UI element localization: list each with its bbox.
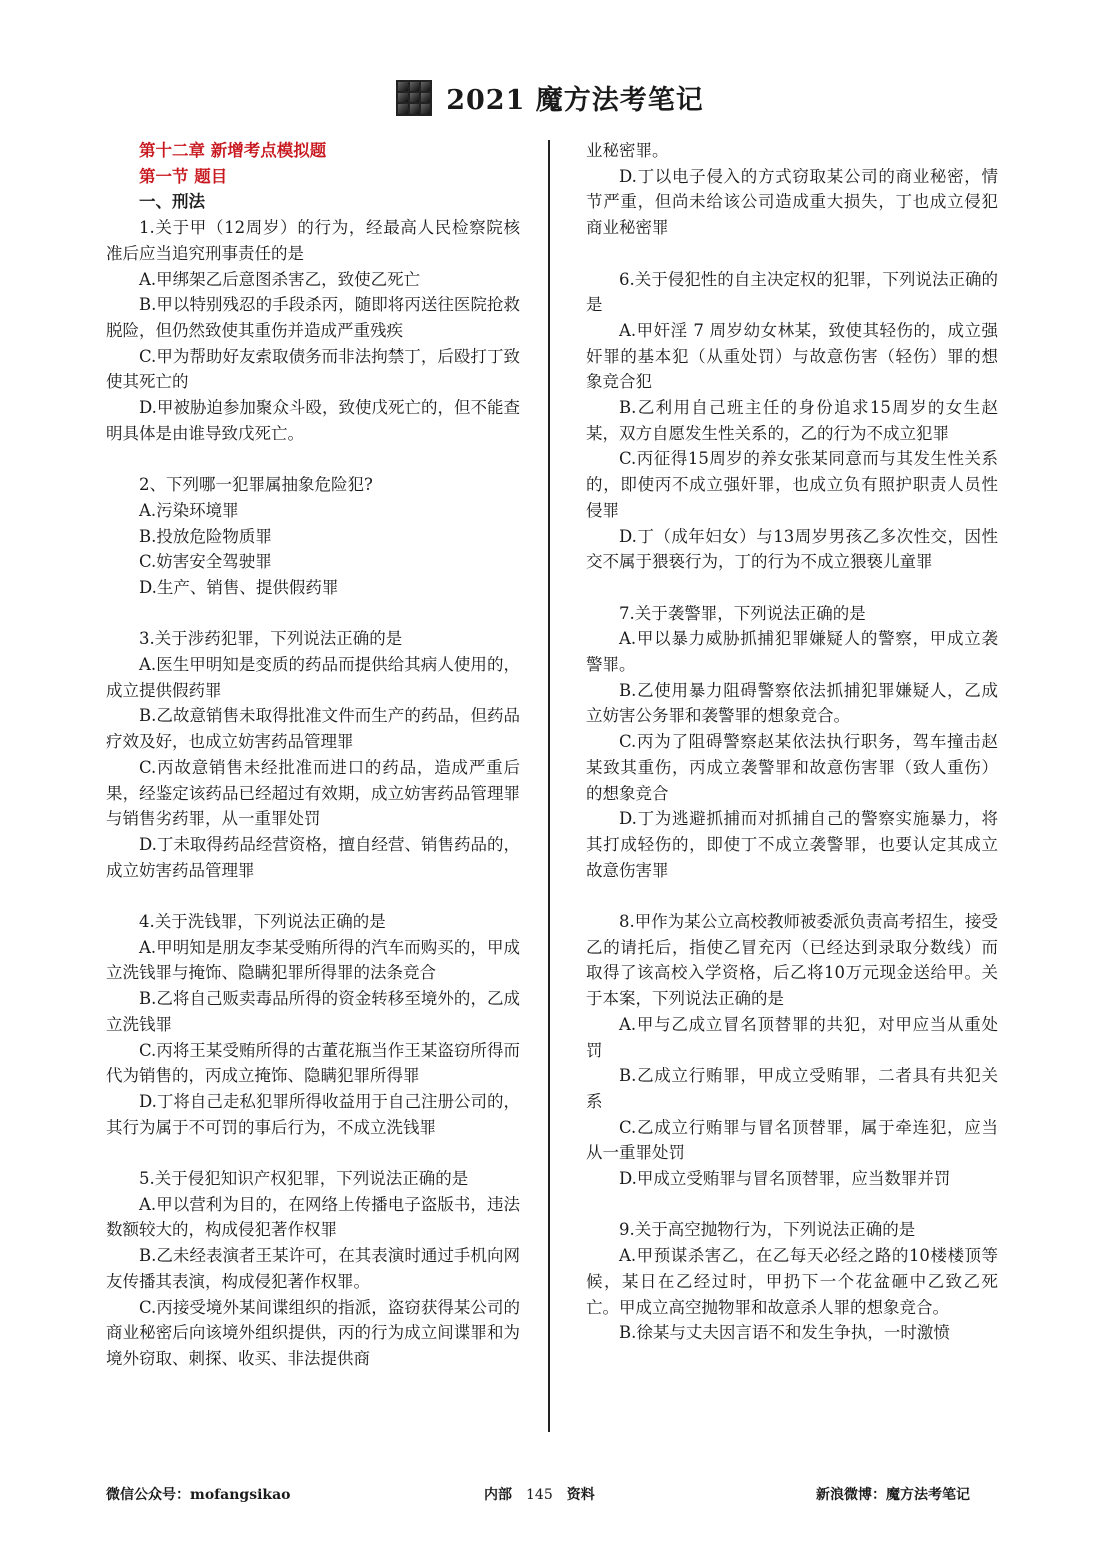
option-c: C.妨害安全驾驶罪 <box>139 552 272 572</box>
question-stem: 6.关于侵犯性的自主决定权的犯罪，下列说法正确的是 <box>586 269 998 315</box>
chapter-heading: 第十二章 新增考点模拟题 <box>139 141 327 160</box>
option-b: B.投放危险物质罪 <box>139 526 272 546</box>
option-b: B.乙故意销售未取得批准文件而生产的药品，但药品疗效及好，也成立妨害药品管理罪 <box>106 706 520 752</box>
option-d: D.甲成立受贿罪与冒名顶替罪，应当数罪并罚 <box>619 1169 951 1189</box>
footer-weibo: 新浪微博：魔方法考笔记 <box>816 1487 970 1503</box>
option-c: C.甲为帮助好友索取债务而非法拘禁丁，后殴打丁致使其死亡的 <box>106 346 520 392</box>
section-heading: 第一节 题目 <box>139 166 228 186</box>
footer-wechat: 微信公众号：mofangsikao <box>106 1487 291 1503</box>
option-a: A.甲奸淫 7 周岁幼女林某，致使其轻伤的，成立强奸罪的基本犯（从重处罚）与故意伤害（轻伤）罪的想象竞合犯 <box>586 320 998 392</box>
option-a: A.甲以营利为目的，在网络上传播电子盗版书，违法数额较大的，构成侵犯著作权罪 <box>106 1194 520 1240</box>
page-header <box>0 76 1100 117</box>
option-a: A.医生甲明知是变质的药品而提供给其病人使用的，成立提供假药罪 <box>106 655 520 700</box>
option-b: B.乙使用暴力阻碍警察依法抓捕犯罪嫌疑人，乙成立妨害公务罪和袭警罪的想象竞合。 <box>586 680 998 726</box>
question-stem: 8.甲作为某公立高校教师被委派负责高考招生，接受乙的请托后，指使乙冒充丙（已经达到录取分数线）而取得了该高校入学资格，后乙将10万元现金送给甲。关于本案，下列说法正确的是 <box>586 912 998 1009</box>
option-c: C.丙征得15周岁的养女张某同意而与其发生性关系的，即使丙不成立强奸罪，也成立负有照护职责人员性侵罪 <box>586 449 998 520</box>
question-stem: 4.关于洗钱罪，下列说法正确的是 <box>139 912 386 932</box>
option-d: D.生产、销售、提供假药罪 <box>139 577 339 597</box>
question-stem: 9.关于高空抛物行为，下列说法正确的是 <box>619 1220 916 1240</box>
option-d: D.丁将自己走私犯罪所得收益用于自己注册公司的，其行为属于不可罚的事后行为，不成立洗钱罪 <box>106 1091 520 1137</box>
option-d: D.丁以电子侵入的方式窃取某公司的商业秘密，情节严重，但尚未给该公司造成重大损失，丁也成立侵犯商业秘密罪 <box>586 166 998 238</box>
question-stem: 2、下列哪一犯罪属抽象危险犯? <box>139 475 373 495</box>
option-b: B.乙成立行贿罪，甲成立受贿罪，二者具有共犯关系 <box>586 1066 998 1111</box>
left-column <box>106 138 520 1372</box>
question-stem: 3.关于涉药犯罪，下列说法正确的是 <box>139 629 403 649</box>
column-divider <box>548 140 550 1432</box>
option-c: C.丙故意销售未经批准而进口的药品，造成严重后果，经鉴定该药品已经超过有效期，成立妨害药品管理罪与销售劣药罪，从一重罪处罚 <box>106 757 520 829</box>
option-d: D.丁为逃避抓捕而对抓捕自己的警察实施暴力，将其打成轻伤的，即使丁不成立袭警罪，也要认定其成立故意伤害罪 <box>586 809 998 880</box>
question-stem: 5.关于侵犯知识产权犯罪，下列说法正确的是 <box>139 1169 469 1189</box>
question-stem: 7.关于袭警罪，下列说法正确的是 <box>619 603 866 623</box>
option-b: B.乙将自己贩卖毒品所得的资金转移至境外的，乙成立洗钱罪 <box>106 989 520 1034</box>
option-d: D.丁（成年妇女）与13周岁男孩乙多次性交，因性交不属于猥亵行为，丁的行为不成立猥亵儿童罪 <box>586 526 998 572</box>
footer-material-label: 资料 <box>566 1487 595 1503</box>
option-d: D.丁未取得药品经营资格，擅自经营、销售药品的，成立妨害药品管理罪 <box>106 834 520 880</box>
rubiks-cube-logo-icon <box>396 80 432 116</box>
option-c: C.丙接受境外某间谍组织的指派，盗窃获得某公司的商业秘密后向该境外组织提供，丙的行为成立间谍罪和为境外窃取、刺探、收买、非法提供商 <box>106 1297 520 1368</box>
option-b: B.乙未经表演者王某许可，在其表演时通过手机向网友传播其表演，构成侵犯著作权罪。 <box>106 1246 520 1291</box>
right-column <box>586 138 998 1346</box>
option-c: C.丙将王某受贿所得的古董花瓶当作王某盗窃所得而代为销售的，丙成立掩饰、隐瞒犯罪所得罪 <box>106 1040 520 1086</box>
option-a: A.甲明知是朋友李某受贿所得的汽车而购买的，甲成立洗钱罪与掩饰、隐瞒犯罪所得罪的法条竞合 <box>106 937 520 983</box>
option-a: A.甲以暴力威胁抓捕犯罪嫌疑人的警察，甲成立袭警罪。 <box>586 629 998 675</box>
page-title: 2021 魔方法考笔记 <box>446 85 704 117</box>
option-d: D.甲被胁迫参加聚众斗殴，致使戊死亡的，但不能查明具体是由谁导致戊死亡。 <box>106 398 520 443</box>
option-continuation: 业秘密罪。 <box>586 141 669 160</box>
question-stem: 1.关于甲（12周岁）的行为，经最高人民检察院核准后应当追究刑事责任的是 <box>106 218 520 263</box>
option-b: B.乙利用自己班主任的身份追求15周岁的女生赵某，双方自愿发生性关系的，乙的行为不成立犯罪 <box>586 398 998 443</box>
footer-internal-label: 内部 <box>484 1487 512 1503</box>
page-number: 145 <box>526 1487 553 1503</box>
option-c: C.丙为了阻碍警察赵某依法执行职务，驾车撞击赵某致其重伤，丙成立袭警罪和故意伤害罪（致人重伤）的想象竞合 <box>586 732 998 803</box>
option-a: A.甲预谋杀害乙，在乙每天必经之路的10楼楼顶等候，某日在乙经过时，甲扔下一个花盆砸中乙致乙死亡。甲成立高空抛物罪和故意杀人罪的想象竞合。 <box>586 1246 998 1317</box>
option-a: A.甲与乙成立冒名顶替罪的共犯，对甲应当从重处罚 <box>586 1014 998 1060</box>
option-b: B.甲以特别残忍的手段杀丙，随即将丙送往医院抢救脱险，但仍然致使其重伤并造成严重残疾 <box>106 295 520 340</box>
footer-center <box>484 1484 595 1504</box>
option-b: B.徐某与丈夫因言语不和发生争执，一时激愤 <box>619 1323 950 1343</box>
option-a: A.污染环境罪 <box>139 500 239 520</box>
option-c: C.乙成立行贿罪与冒名顶替罪，属于牵连犯，应当从一重罪处罚 <box>586 1117 998 1163</box>
part-heading: 一、刑法 <box>139 192 205 212</box>
option-a: A.甲绑架乙后意图杀害乙，致使乙死亡 <box>139 269 421 289</box>
